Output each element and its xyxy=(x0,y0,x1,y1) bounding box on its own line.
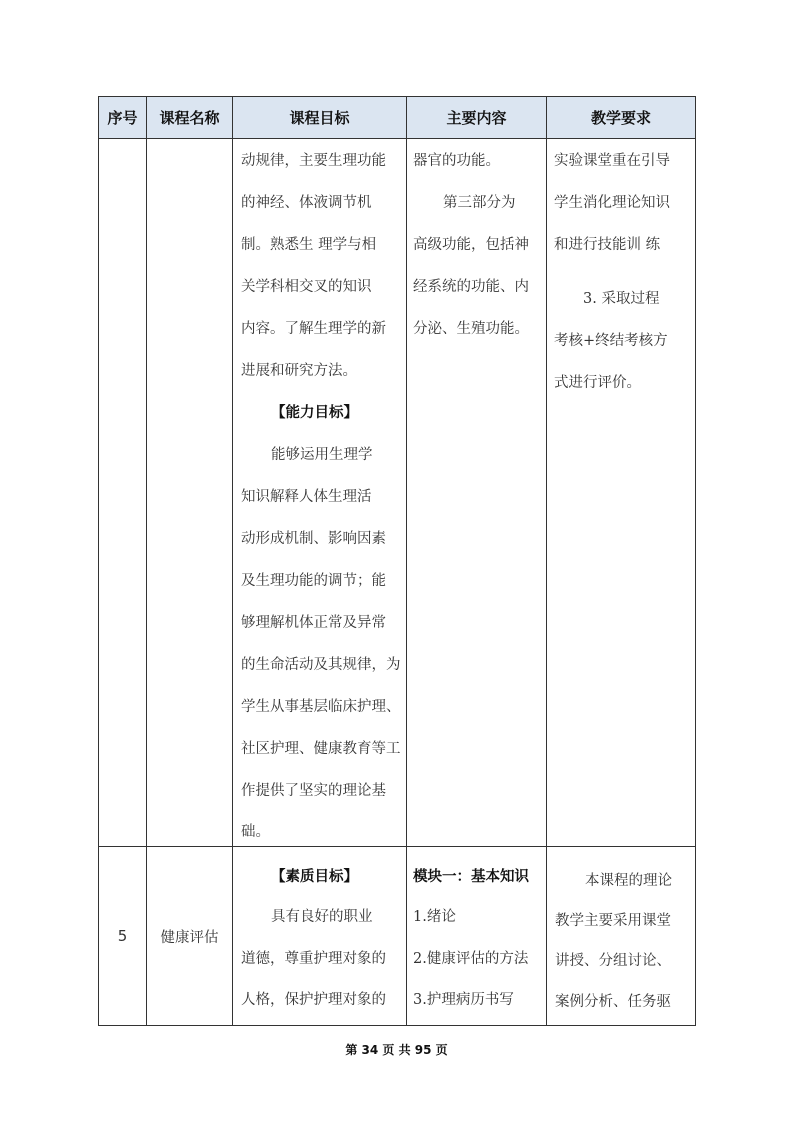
header-course-name-label: 课程名称 xyxy=(159,109,220,127)
row1-objectives-line: 动规律，主要生理功能 xyxy=(241,153,386,169)
row2-requirements-line: 案例分析、任务驱 xyxy=(555,994,671,1010)
header-requirements-label: 教学要求 xyxy=(590,109,651,127)
row2-requirements-cell xyxy=(546,846,696,1026)
row1-objectives-line: 学生从事基层临床护理、 xyxy=(241,699,401,715)
row1-objectives-line: 内容。了解生理学的新 xyxy=(241,321,386,337)
header-course-name xyxy=(146,96,233,139)
row1-objectives-line: 进展和研究方法。 xyxy=(241,363,357,379)
header-objectives xyxy=(232,96,407,139)
page-number-footer: 第 34 页 共 95 页 xyxy=(345,1043,448,1057)
row1-content-line: 第三部分为 xyxy=(443,195,516,211)
row1-content-line: 器官的功能。 xyxy=(413,153,500,169)
header-seq xyxy=(98,96,147,139)
row1-requirements-cell xyxy=(546,138,696,847)
row2-content-line: 1.绪论 xyxy=(413,909,456,925)
header-requirements xyxy=(546,96,696,139)
row1-objectives-line: 制。熟悉生 理学与相 xyxy=(241,237,377,253)
module-one-heading: 模块一：基本知识 xyxy=(413,868,529,885)
row1-objectives-line: 知识解释人体生理活 xyxy=(241,489,372,505)
row1-objectives-cell xyxy=(232,138,407,847)
row1-requirements-line: 式进行评价。 xyxy=(554,375,641,391)
row1-content-line: 经系统的功能、内 xyxy=(413,279,529,295)
row1-content-line: 分泌、生殖功能。 xyxy=(413,321,529,337)
row1-content-line: 高级功能，包括神 xyxy=(413,237,529,253)
header-content xyxy=(406,96,547,139)
row1-objectives-line: 社区护理、健康教育等工 xyxy=(241,741,401,757)
row2-content-cell xyxy=(406,846,547,1026)
row1-objectives-line: 动形成机制、影响因素 xyxy=(241,531,386,547)
quality-objectives-heading: 【素质目标】 xyxy=(271,868,358,885)
header-objectives-label: 课程目标 xyxy=(289,109,350,127)
row2-requirements-line: 教学主要采用课堂 xyxy=(555,913,671,929)
row2-course-name-value: 健康评估 xyxy=(160,929,219,946)
row2-seq-cell xyxy=(98,846,147,1026)
header-content-label: 主要内容 xyxy=(446,109,507,127)
row1-requirements-line: 学生消化理论知识 xyxy=(554,195,670,211)
row1-requirements-line: 3. 采取过程 xyxy=(583,291,660,307)
row2-objectives-line: 道德，尊重护理对象的 xyxy=(241,951,386,967)
row1-seq-cell xyxy=(98,138,147,847)
header-seq-label: 序号 xyxy=(107,109,138,127)
row1-objectives-line: 础。 xyxy=(241,824,270,840)
row1-objectives-line: 的神经、体液调节机 xyxy=(241,195,372,211)
row2-requirements-line: 本课程的理论 xyxy=(585,873,672,889)
row2-content-line: 3.护理病历书写 xyxy=(413,992,514,1008)
row2-content-line: 2.健康评估的方法 xyxy=(413,951,529,967)
row1-objectives-line: 作提供了坚实的理论基 xyxy=(241,783,386,799)
ability-objectives-heading: 【能力目标】 xyxy=(271,404,358,421)
row1-course-name-cell xyxy=(146,138,233,847)
row2-course-name-cell xyxy=(146,846,233,1026)
row1-requirements-line: 考核+终结考核方 xyxy=(554,333,668,349)
row1-objectives-line: 关学科相交叉的知识 xyxy=(241,279,372,295)
row1-requirements-line: 实验课堂重在引导 xyxy=(554,153,670,169)
row2-objectives-line: 具有良好的职业 xyxy=(271,909,373,925)
row2-requirements-line: 讲授、分组讨论、 xyxy=(555,953,671,969)
row1-content-cell xyxy=(406,138,547,847)
row1-objectives-line: 的生命活动及其规律，为 xyxy=(241,657,401,673)
row2-seq-value: 5 xyxy=(117,927,128,945)
row1-objectives-line: 能够运用生理学 xyxy=(271,447,373,463)
row1-objectives-line: 及生理功能的调节；能 xyxy=(241,573,386,589)
row1-objectives-line: 够理解机体正常及异常 xyxy=(241,615,386,631)
row2-objectives-cell xyxy=(232,846,407,1026)
row1-requirements-line: 和进行技能训 练 xyxy=(554,237,661,253)
row2-objectives-line: 人格，保护护理对象的 xyxy=(241,992,386,1008)
